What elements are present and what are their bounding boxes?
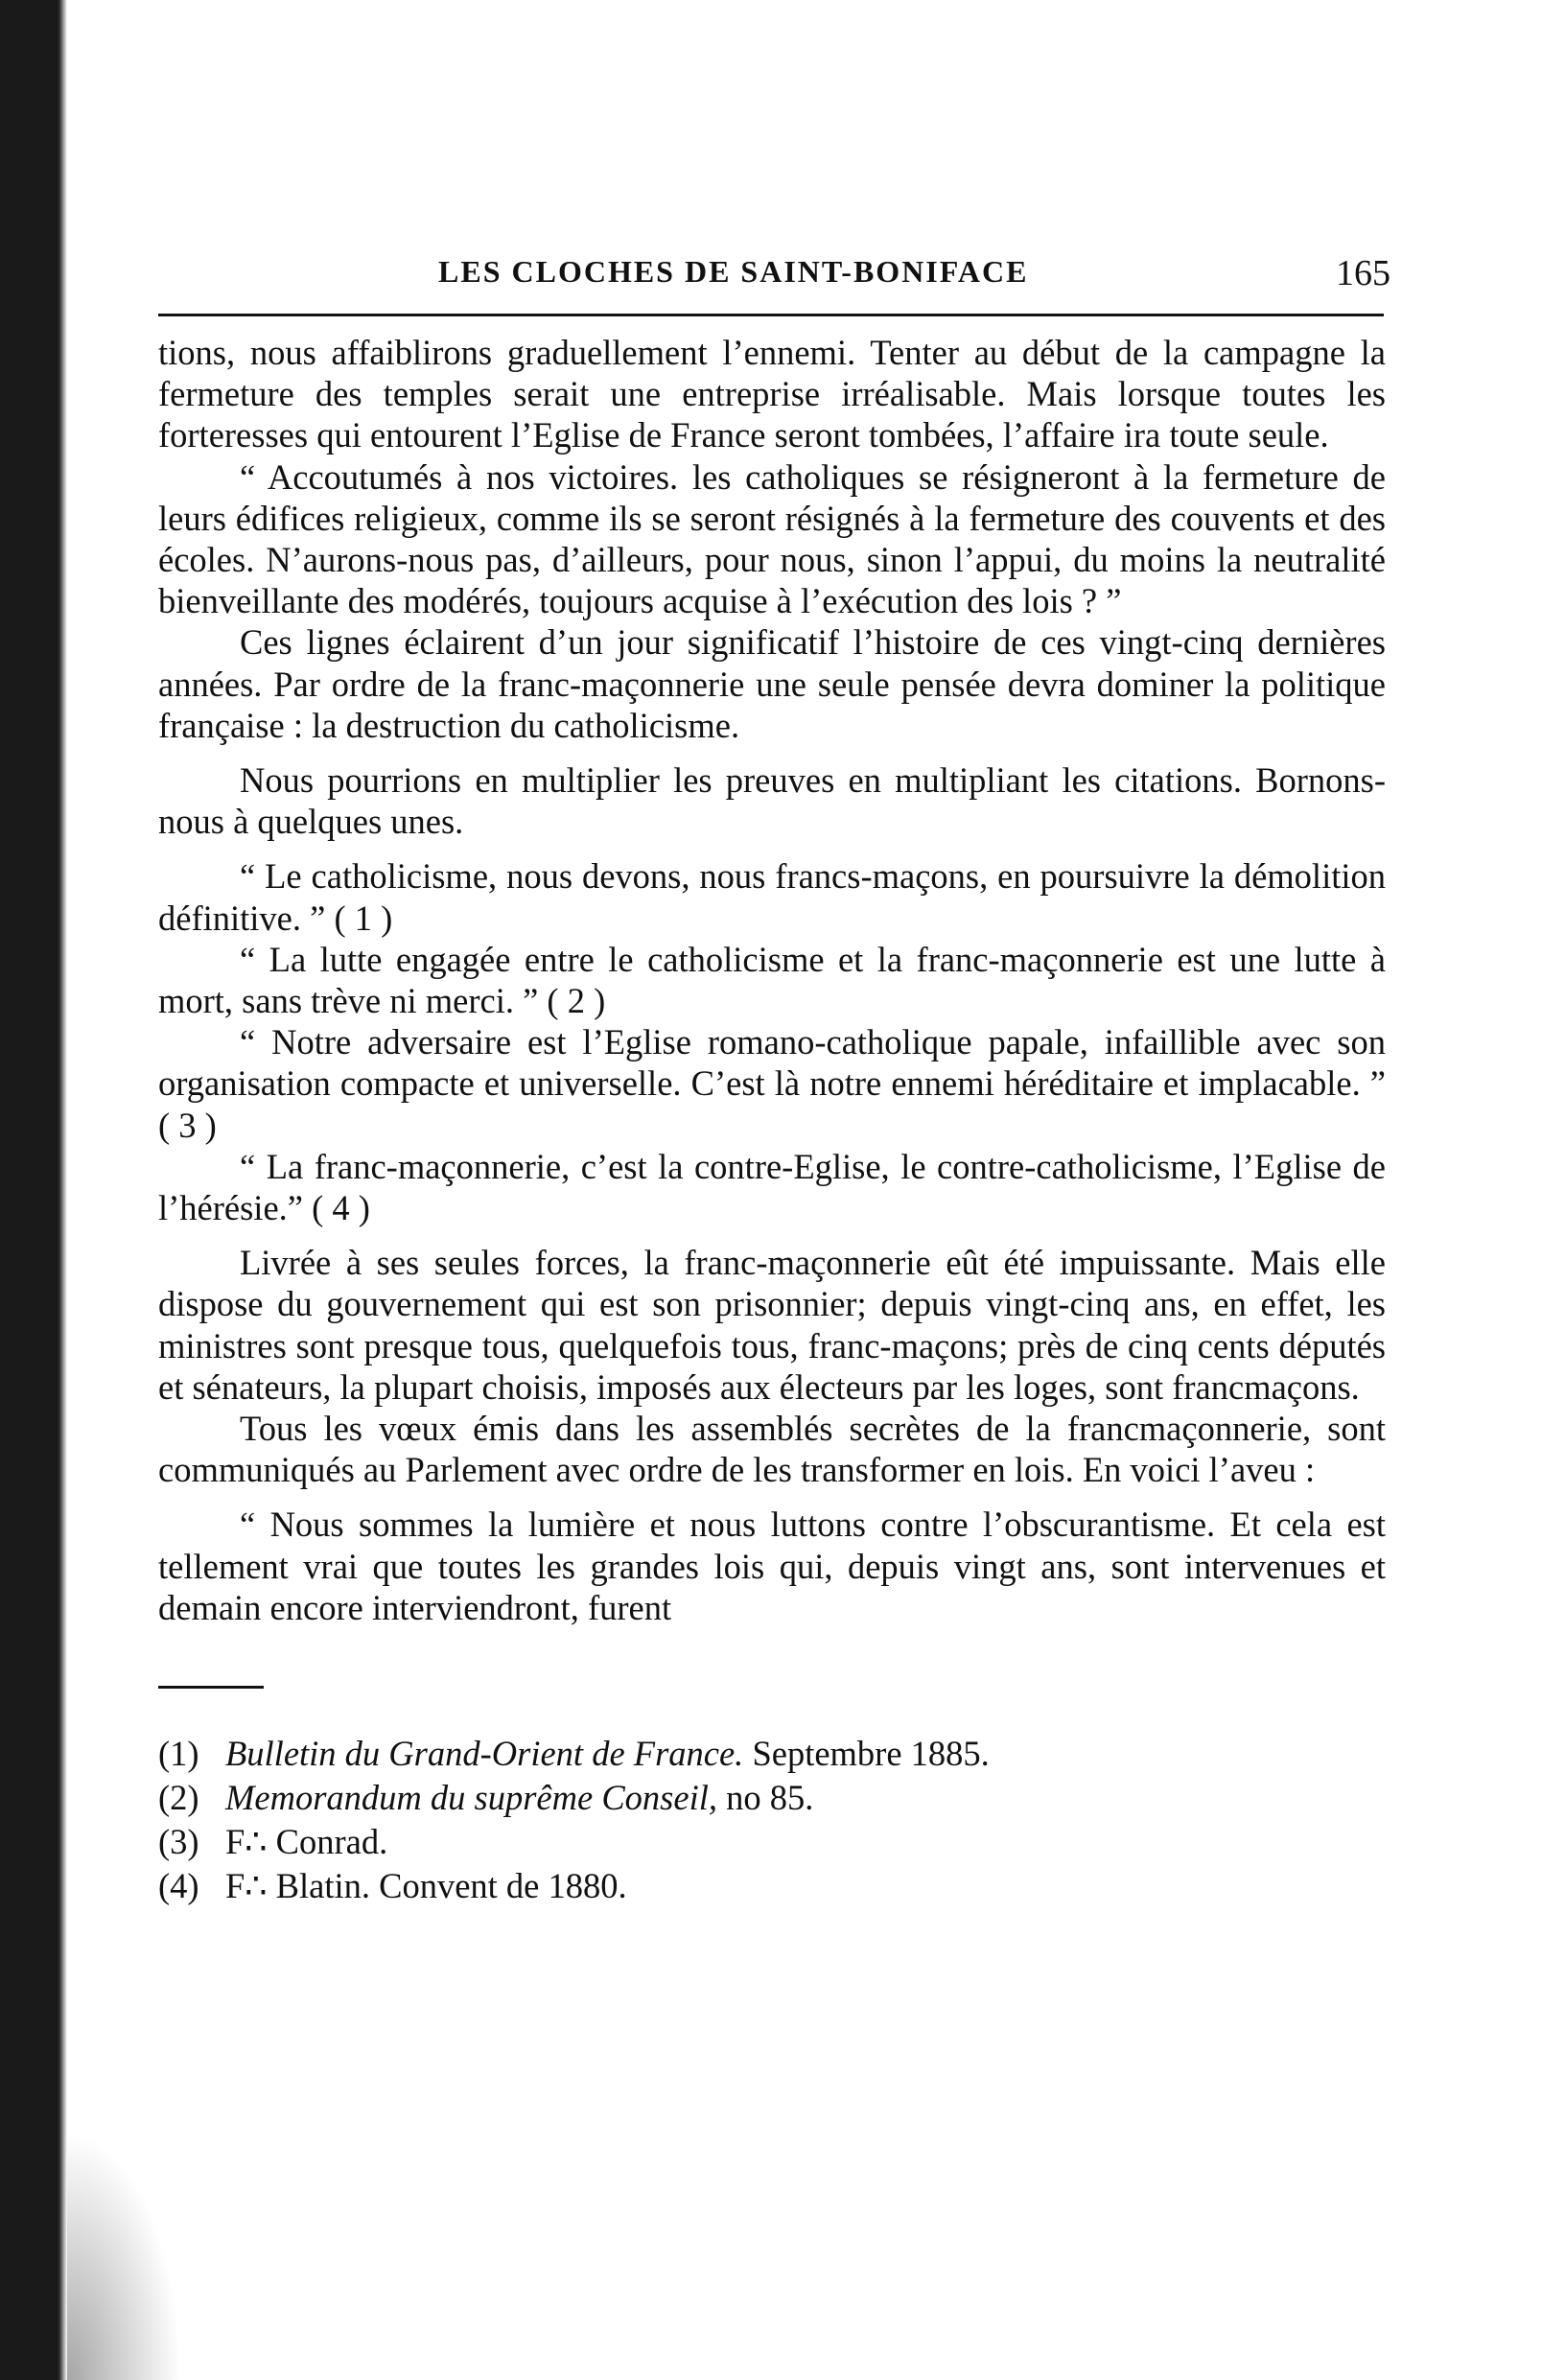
running-head: [158, 253, 1390, 304]
quotation: “ Notre adversaire est l’Eglise romano-catholique papale, infaillible avec son organisation compacte et universelle. C’est là notre ennemi héréditaire et implacable. ” ( 3 ): [158, 1022, 1386, 1145]
paragraph: Tous les vœux émis dans les assemblés secrètes de la francmaçonnerie, sont communiqués au Parlement avec ordre de les transformer en lois. En voici l’aveu :: [158, 1409, 1386, 1490]
paragraph: Ces lignes éclairent d’un jour significatif l’histoire de ces vingt-cinq dernières années. Par ordre de la franc-maçonnerie une seule pensée devra dominer la politique française : la destruction du catholicisme.: [158, 622, 1386, 745]
footnotes: [158, 1732, 1386, 1908]
footnote-2: [158, 1776, 1386, 1820]
footnote-detail: Septembre 1885.: [743, 1734, 990, 1774]
paragraph: “ Accoutumés à nos victoires. les catholiques se résigneront à la fermeture de leurs édifices religieux, comme ils se seront résignés à la fermeture des couvents et des écoles. N’aurons-nous pas, d’ailleurs, pour nous, sinon l’appui, du moins la neutralité bienveillante des modérés, toujours acquise à l’exécution des lois ? ”: [158, 456, 1386, 621]
footnote-source-title: Bulletin du Grand-Orient de France.: [225, 1734, 744, 1774]
footnote-4: [158, 1864, 1386, 1908]
paragraph-continuation: tions, nous affaiblirons graduellement l’ennemi. Tenter au début de la campagne la fermeture des temples serait une entreprise irréalisable. Mais lorsque toutes les forteresses qui entourent l’Eglise de France seront tombées, l’affaire ira toute seule.: [158, 333, 1386, 455]
quotation: “ La lutte engagée entre le catholicisme et la franc-maçonnerie est une lutte à mort, sans trève ni merci. ” ( 2 ): [158, 939, 1386, 1021]
footnote-rule: [158, 1686, 264, 1689]
quotation: “ La franc-maçonnerie, c’est la contre-Eglise, le contre-catholicisme, l’Eglise de l’hérésie.” ( 4 ): [158, 1146, 1386, 1228]
book-page: [158, 253, 1390, 1908]
body-text: [158, 332, 1386, 1628]
book-gutter-shadow: [0, 0, 67, 2380]
footnote-number: (3): [158, 1822, 199, 1862]
footnote-detail: no 85.: [716, 1778, 814, 1818]
running-title: LES CLOCHES DE SAINT-BONIFACE: [438, 254, 1029, 289]
quotation: “ Nous sommes la lumière et nous luttons contre l’obscurantisme. Et cela est tellement vrai que toutes les grandes lois qui, depuis vingt ans, sont intervenues et demain encore interviendront, furent: [158, 1505, 1386, 1627]
footnote-number: (4): [158, 1866, 199, 1906]
quotation: “ Le catholicisme, nous devons, nous francs-maçons, en poursuivre la démolition définitive. ” ( 1 ): [158, 856, 1386, 938]
footnote-3: [158, 1820, 1386, 1864]
footnote-1: [158, 1732, 1386, 1776]
footnote-detail: F∴ Blatin. Convent de 1880.: [225, 1866, 627, 1906]
page-number: 165: [1336, 253, 1390, 293]
footnote-number: (2): [158, 1778, 199, 1818]
paragraph: Livrée à ses seules forces, la franc-maçonnerie eût été impuissante. Mais elle dispose du gouvernement qui est son prisonnier; depuis vingt-cinq ans, en effet, les ministres sont presque tous, quelquefois tous, franc-maçons; près de cinq cents députés et sénateurs, la plupart choisis, imposés aux électeurs par les loges, sont francmaçons.: [158, 1243, 1386, 1407]
footnote-number: (1): [158, 1734, 199, 1774]
footnote-detail: F∴ Conrad.: [225, 1822, 388, 1862]
footnote-source-title: Memorandum du suprême Conseil,: [225, 1778, 717, 1818]
paragraph: Nous pourrions en multiplier les preuves en multipliant les citations. Bornons-nous à quelques unes.: [158, 760, 1386, 842]
scan-artifact: [67, 2131, 182, 2380]
header-rule: [158, 314, 1384, 316]
